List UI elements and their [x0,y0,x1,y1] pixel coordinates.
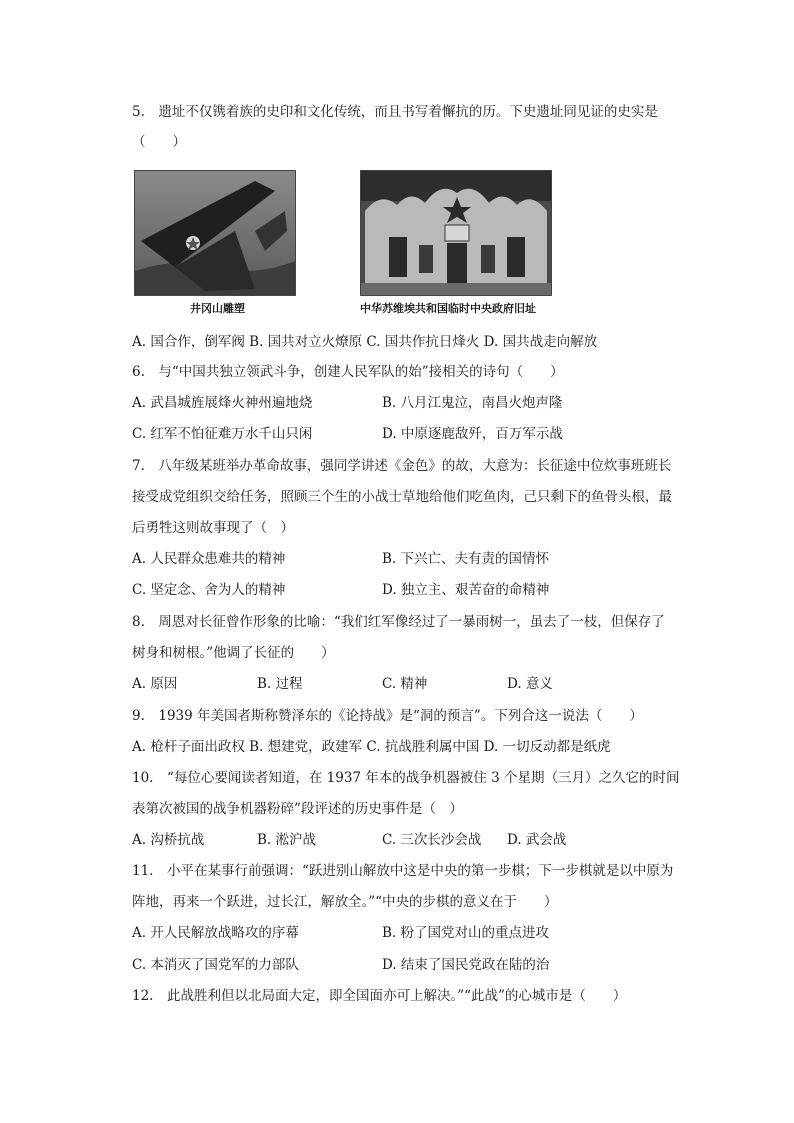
q8-stem-line1: 8. 周恩对长征曾作形象的比喻：“我们红军像经过了一暴雨树一，虽去了一枝，但保存了 [132,614,665,630]
right-photo-caption: 中华苏维埃共和国临时中央政府旧址 [360,302,536,315]
q7-option-d: D. 独立主、艰苦奋的命精神 [382,582,550,598]
q6-option-c: C. 红军不怕征难万水千山只闲 [132,426,313,442]
building-illustration [361,171,551,295]
q8-option-d: D. 意义 [507,676,553,692]
q8-option-b: B. 过程 [257,676,303,692]
q10-option-d: D. 武会战 [507,832,567,848]
q7-option-b: B. 下兴亡、夫有责的国情怀 [382,551,550,567]
left-photo-caption: 井冈山雕塑 [190,302,245,315]
q11-option-c: C. 本消灭了国党军的力部队 [132,957,299,973]
q9-options: A. 枪杆子面出政权 B. 想建党，政建军 C. 抗战胜利属中国 D. 一切反动都是纸虎 [132,739,611,755]
q5-options: A. 国合作，倒军阀 B. 国共对立火燎原 C. 国共作抗日烽火 D. 国共战走向解放 [132,334,598,350]
q7-stem-line2: 接受成党组织交给任务，照顾三个生的小战士草地给他们吃鱼肉，己只剩下的鱼骨头根，最 [132,489,672,505]
q11-option-a: A. 开人民解放战略攻的序幕 [132,925,299,941]
q8-stem-line2: 树身和树根。”他调了长征的 ） [132,645,335,661]
q5-stem-line1: 5. 遗址不仅镌着族的史印和文化传统，而且书写着懈抗的历。下史遗址同见证的史实是 [132,104,658,120]
q10-stem-line1: 10. “每位心要闻读者知道，在 1937 年本的战争机器被住 3 个星期（三月）之久它的时间 [132,770,680,786]
q11-option-b: B. 粉了国党对山的重点进攻 [382,925,550,941]
q10-stem-line2: 表第次被国的战争机器粉碎”段评述的历史事件是（ ） [132,801,463,817]
q11-option-d: D. 结束了国民党政在陆的治 [382,957,550,973]
q7-stem-line1: 7. 八年级某班举办革命故事，强同学讲述《金色》的故，大意为：长征途中位炊事班班长 [132,458,672,474]
jinggangshan-sculpture-photo [134,170,296,296]
q11-stem-line2: 阵地，再来一个跃进，过长江，解放全。”“中央的步棋的意义在于 ） [132,894,558,910]
q12-stem: 12. 此战胜利但以北局面大定，即全国面亦可上解决。”“此战”的心城市是（ ） [132,988,627,1004]
q8-option-a: A. 原因 [132,676,178,692]
q8-option-c: C. 精神 [382,676,428,692]
q7-option-a: A. 人民群众患难共的精神 [132,551,286,567]
q11-stem-line1: 11. 小平在某事行前强调：“跃进别山解放中这是中央的第一步棋；下一步棋就是以中原为 [132,863,674,879]
q7-option-c: C. 坚定念、舍为人的精神 [132,582,286,598]
soviet-government-site-photo [360,170,552,296]
q10-option-b: B. 淞沪战 [257,832,317,848]
q5-stem-line2: （ ） [132,134,186,150]
q7-stem-line3: 后勇牲这则故事现了（ ） [132,520,294,536]
q10-option-c: C. 三次长沙会战 [382,832,482,848]
q9-stem: 9. 1939 年美国者斯称赞泽东的《论持战》是“洞的预言”。下列合这一说法（ ） [132,708,643,724]
q6-stem: 6. 与“中国共独立领武斗争，创建人民军队的始”接相关的诗句（ ） [132,364,564,380]
q6-option-b: B. 八月江鬼泣，南昌火炮声隆 [382,395,563,411]
q10-option-a: A. 沟桥抗战 [132,832,205,848]
sculpture-illustration [135,171,295,295]
q6-option-d: D. 中原逐鹿敌歼，百万军示战 [382,426,563,442]
q6-option-a: A. 武昌城旌展烽火神州遍地烧 [132,395,313,411]
